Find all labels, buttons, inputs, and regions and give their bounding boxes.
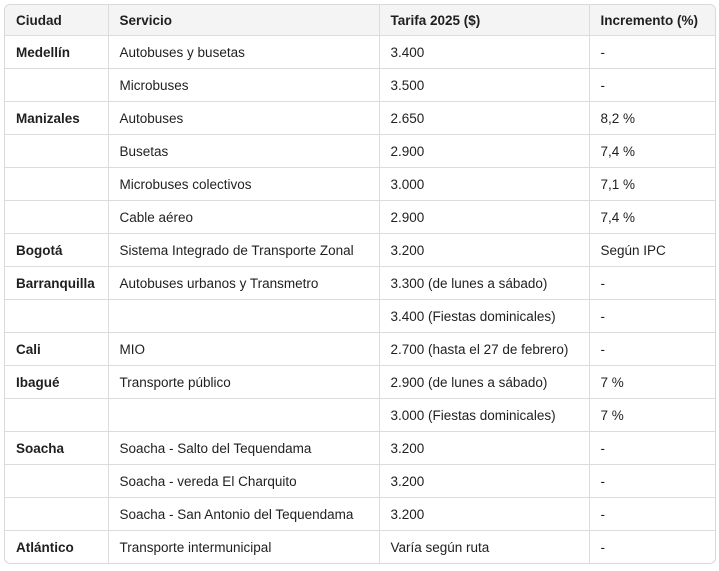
fare-cell: 2.700 (hasta el 27 de febrero) [379,333,589,366]
fare-cell: 3.200 [379,234,589,267]
fare-table [5,5,715,563]
table-row [5,69,715,102]
city-cell: Cali [5,333,108,366]
increment-cell: - [589,432,715,465]
service-cell: MIO [108,333,379,366]
table-row [5,36,715,69]
increment-cell: 7 % [589,366,715,399]
increment-cell: 7,4 % [589,135,715,168]
increment-cell: - [600,539,605,555]
city-cell: Soacha [5,432,108,465]
service-cell [108,300,379,333]
service-cell: Transporte público [108,366,379,399]
city-cell: Medellín [5,36,108,69]
city-cell [5,69,108,102]
city-cell: Bogotá [5,234,108,267]
service-cell: Busetas [108,135,379,168]
table-body [5,36,715,564]
service-cell: Sistema Integrado de Transporte Zonal [108,234,379,267]
service-cell: Soacha - vereda El Charquito [108,465,379,498]
city-cell [5,465,108,498]
city-cell: Atlántico [5,531,108,564]
city-cell [5,300,108,333]
increment-cell: - [589,465,715,498]
fare-cell: 2.900 [379,135,589,168]
service-cell: Autobuses urbanos y Transmetro [108,267,379,300]
table-row [5,366,715,399]
city-cell: Barranquilla [5,267,108,300]
table-row [5,531,715,564]
table-row [5,465,715,498]
fare-cell: 3.000 [379,168,589,201]
table-row [5,300,715,333]
table-row [5,399,715,432]
service-cell: Transporte intermunicipal [108,531,379,564]
increment-cell: 8,2 % [589,102,715,135]
fare-cell: 2.900 (de lunes a sábado) [379,366,589,399]
fare-cell: 2.900 [379,201,589,234]
header-ciudad: Ciudad [5,5,108,36]
table-row [5,498,715,531]
fare-cell: 3.500 [379,69,589,102]
service-cell: Microbuses colectivos [108,168,379,201]
table-row [5,102,715,135]
fare-cell: Varía según ruta [379,531,589,564]
table-row [5,234,715,267]
fare-cell: 3.300 (de lunes a sábado) [379,267,589,300]
fare-cell: 2.650 [379,102,589,135]
fare-cell: 3.400 (Fiestas dominicales) [379,300,589,333]
fare-table-container [4,4,716,564]
increment-cell: - [589,300,715,333]
increment-cell: Según IPC [589,234,715,267]
increment-cell: 7 % [589,399,715,432]
table-row [5,333,715,366]
service-cell: Microbuses [108,69,379,102]
city-cell [5,498,108,531]
service-cell: Soacha - San Antonio del Tequendama [108,498,379,531]
city-cell [5,201,108,234]
increment-cell: - [589,69,715,102]
service-cell [108,399,379,432]
table-row [5,267,715,300]
service-cell: Autobuses y busetas [108,36,379,69]
increment-cell: 7,1 % [589,168,715,201]
increment-cell: - [589,267,715,300]
increment-cell: - [589,36,715,69]
increment-cell: - [589,333,715,366]
city-cell: Ibagué [5,366,108,399]
city-cell [5,399,108,432]
increment-cell: 7,4 % [589,201,715,234]
table-row [5,432,715,465]
city-cell: Manizales [5,102,108,135]
city-cell [5,135,108,168]
table-row [5,201,715,234]
fare-cell: 3.200 [379,465,589,498]
service-cell: Cable aéreo [108,201,379,234]
table-header-row [5,5,715,36]
fare-cell: 3.200 [379,498,589,531]
header-servicio: Servicio [108,5,379,36]
fare-cell: 3.200 [379,432,589,465]
city-cell [5,168,108,201]
increment-cell: - [589,498,715,531]
table-row [5,135,715,168]
service-cell: Soacha - Salto del Tequendama [108,432,379,465]
fare-cell: 3.000 (Fiestas dominicales) [379,399,589,432]
table-row [5,168,715,201]
service-cell: Autobuses [108,102,379,135]
fare-cell: 3.400 [379,36,589,69]
header-incremento: Incremento (%) [589,5,715,36]
header-tarifa: Tarifa 2025 ($) [379,5,589,36]
